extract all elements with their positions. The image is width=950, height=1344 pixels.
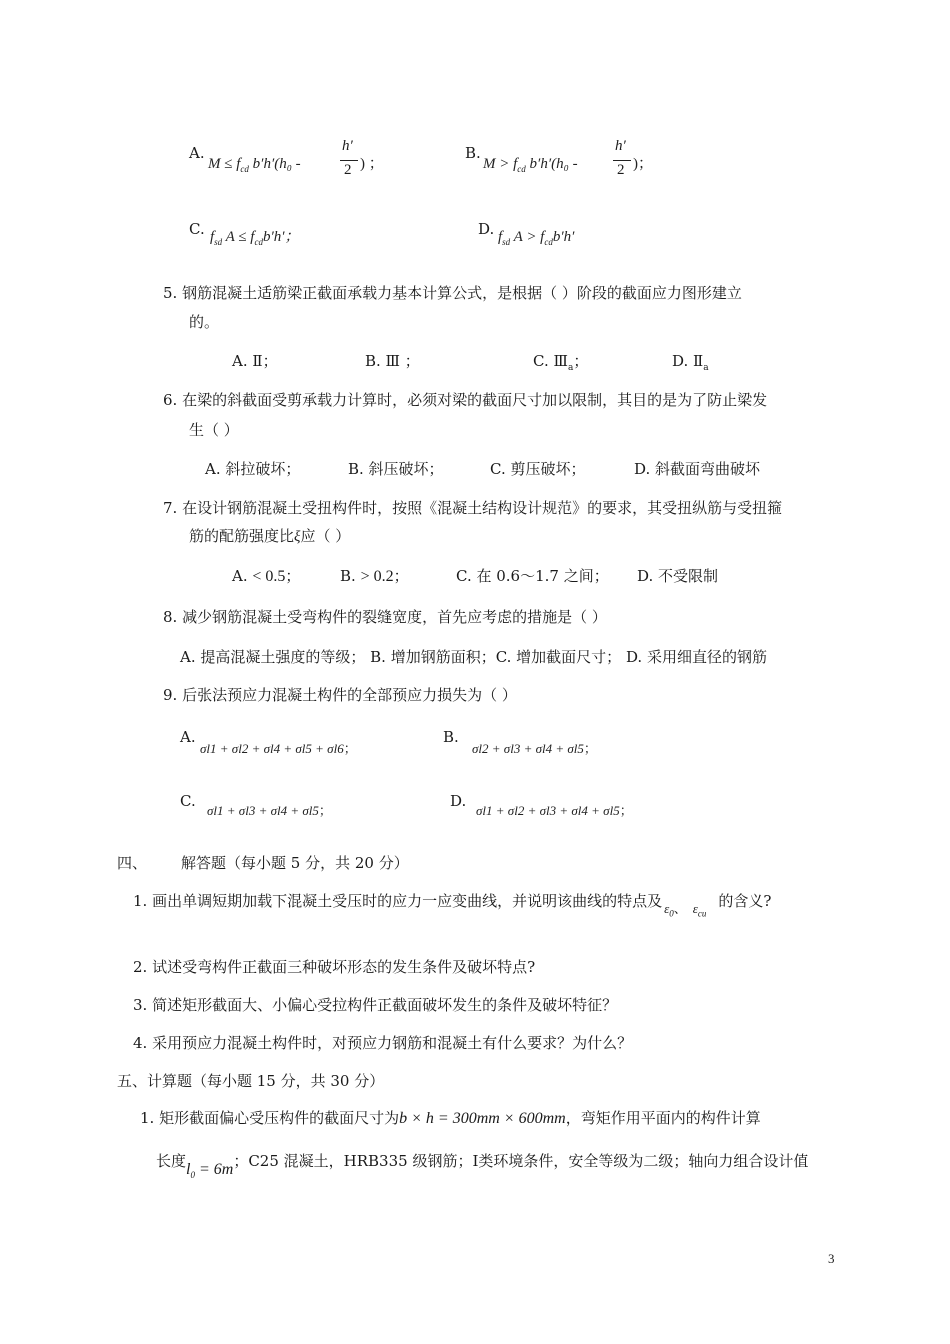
q4-option-c-label: C. (189, 220, 205, 238)
q4-option-d-label: D. (478, 220, 495, 238)
q9-option-d-label: D. (450, 792, 467, 810)
q8-line1: 8. 减少钢筋混凝土受弯构件的裂缝宽度，首先应考虑的措施是（ ） (163, 608, 607, 626)
q5-option-b: B. Ⅲ ； (365, 352, 420, 370)
q7-line2: 筋的配筋强度比ξ应（ ） (189, 527, 351, 545)
q4-option-b-tail: )； (633, 156, 653, 172)
q5-line2: 的。 (189, 313, 220, 331)
section4-q1: 1. 画出单调短期加载下混凝土受压时的应力一应变曲线，并说明该曲线的特点及 $\varepsilon_0$、 $\varepsilon_{cu}$的含义? (133, 892, 772, 919)
q6-option-a: A. 斜拉破坏； (205, 460, 301, 478)
section5-heading: 五、计算题（每小题 15 分，共 30 分） (117, 1072, 385, 1090)
q4-option-b-formula: $M > f_{cd}$ b′h′(h₀ - (483, 156, 578, 174)
q7-option-b: B. > 0.2； (340, 567, 409, 585)
q4-option-a-fraction: h′ 2 (340, 138, 358, 184)
q4-option-b-label: B. (465, 144, 481, 162)
q6-option-d: D. 斜截面弯曲破坏 (634, 460, 761, 478)
q6-option-b: B. 斜压破坏； (348, 460, 444, 478)
q9-option-b-formula: σl2 + σl3 + σl4 + σl5； (472, 741, 597, 756)
q5-option-c: C. $Ⅲ_a$； (533, 352, 589, 373)
section5-q1-line1: 1. 矩形截面偏心受压构件的截面尺寸为b × h = 300mm × 600mm，弯矩作用平面内的构件计算 (140, 1109, 761, 1127)
page-number: 3 (828, 1251, 835, 1266)
q5-option-a: A. Ⅱ； (232, 352, 278, 370)
section4-number: 四、 (117, 854, 148, 872)
section4-heading: 解答题（每小题 5 分，共 20 分） (181, 854, 409, 872)
q8-options: A. 提高混凝土强度的等级； B. 增加钢筋面积；C. 增加截面尺寸； D. 采用细直径的钢筋 (180, 648, 767, 666)
q7-line1: 7. 在设计钢筋混凝土受扭构件时，按照《混凝土结构设计规范》的要求，其受扭纵筋与受扭箍 (163, 499, 783, 517)
section4-q4: 4. 采用预应力混凝土构件时，对预应力钢筋和混凝土有什么要求？为什么？ (133, 1034, 633, 1052)
q9-option-a-label: A. (180, 728, 196, 746)
q4-option-d-formula: $f_{sd}$ $A > f_{cd}b'h'$ (498, 229, 575, 247)
q4-option-a-formula: $M \le f_{cd}$ b′h′(h₀ - (208, 156, 301, 174)
q9-line1: 9. 后张法预应力混凝土构件的全部预应力损失为（ ） (163, 686, 517, 704)
q4-option-a-tail: ) ； (360, 156, 384, 172)
q7-option-c: C. 在 0.6～1.7 之间； (456, 567, 609, 585)
section5-q1-line2: 长度$l_0 = 6m$；C25 混凝土，HRB335 级钢筋；Ⅰ类环境条件，安全等级为二级；轴向力组合设计值 (156, 1152, 809, 1181)
q9-option-c-label: C. (180, 792, 196, 810)
section4-q2: 2. 试述受弯构件正截面三种破坏形态的发生条件及破坏特点? (133, 958, 536, 976)
q4-option-a-label: A. (189, 144, 205, 162)
q9-option-b-label: B. (443, 728, 459, 746)
q5-line1: 5. 钢筋混凝土适筋梁正截面承载力基本计算公式，是根据（ ）阶段的截面应力图形建立 (163, 284, 742, 302)
section4-q3: 3. 简述矩形截面大、小偏心受拉构件正截面破坏发生的条件及破坏特征？ (133, 996, 618, 1014)
q5-option-d: D. $Ⅱ_a$ (672, 352, 709, 373)
q7-option-a: A. < 0.5； (232, 567, 301, 585)
q6-line1: 6. 在梁的斜截面受剪承载力计算时，必须对梁的截面尺寸加以限制，其目的是为了防止梁发 (163, 391, 768, 409)
q9-option-a-formula: σl1 + σl2 + σl4 + σl5 + σl6； (200, 741, 357, 756)
q6-line2: 生（ ） (189, 421, 239, 439)
q9-option-d-formula: σl1 + σl2 + σl3 + σl4 + σl5； (476, 803, 633, 818)
q4-option-b-fraction: h′ 2 (613, 138, 631, 184)
q6-option-c: C. 剪压破坏； (490, 460, 586, 478)
q7-option-d: D. 不受限制 (637, 567, 719, 585)
q4-option-c-formula: $f_{sd}$ $A \le f_{cd}b'h'$； (210, 229, 300, 247)
q9-option-c-formula: σl1 + σl3 + σl4 + σl5； (207, 803, 332, 818)
